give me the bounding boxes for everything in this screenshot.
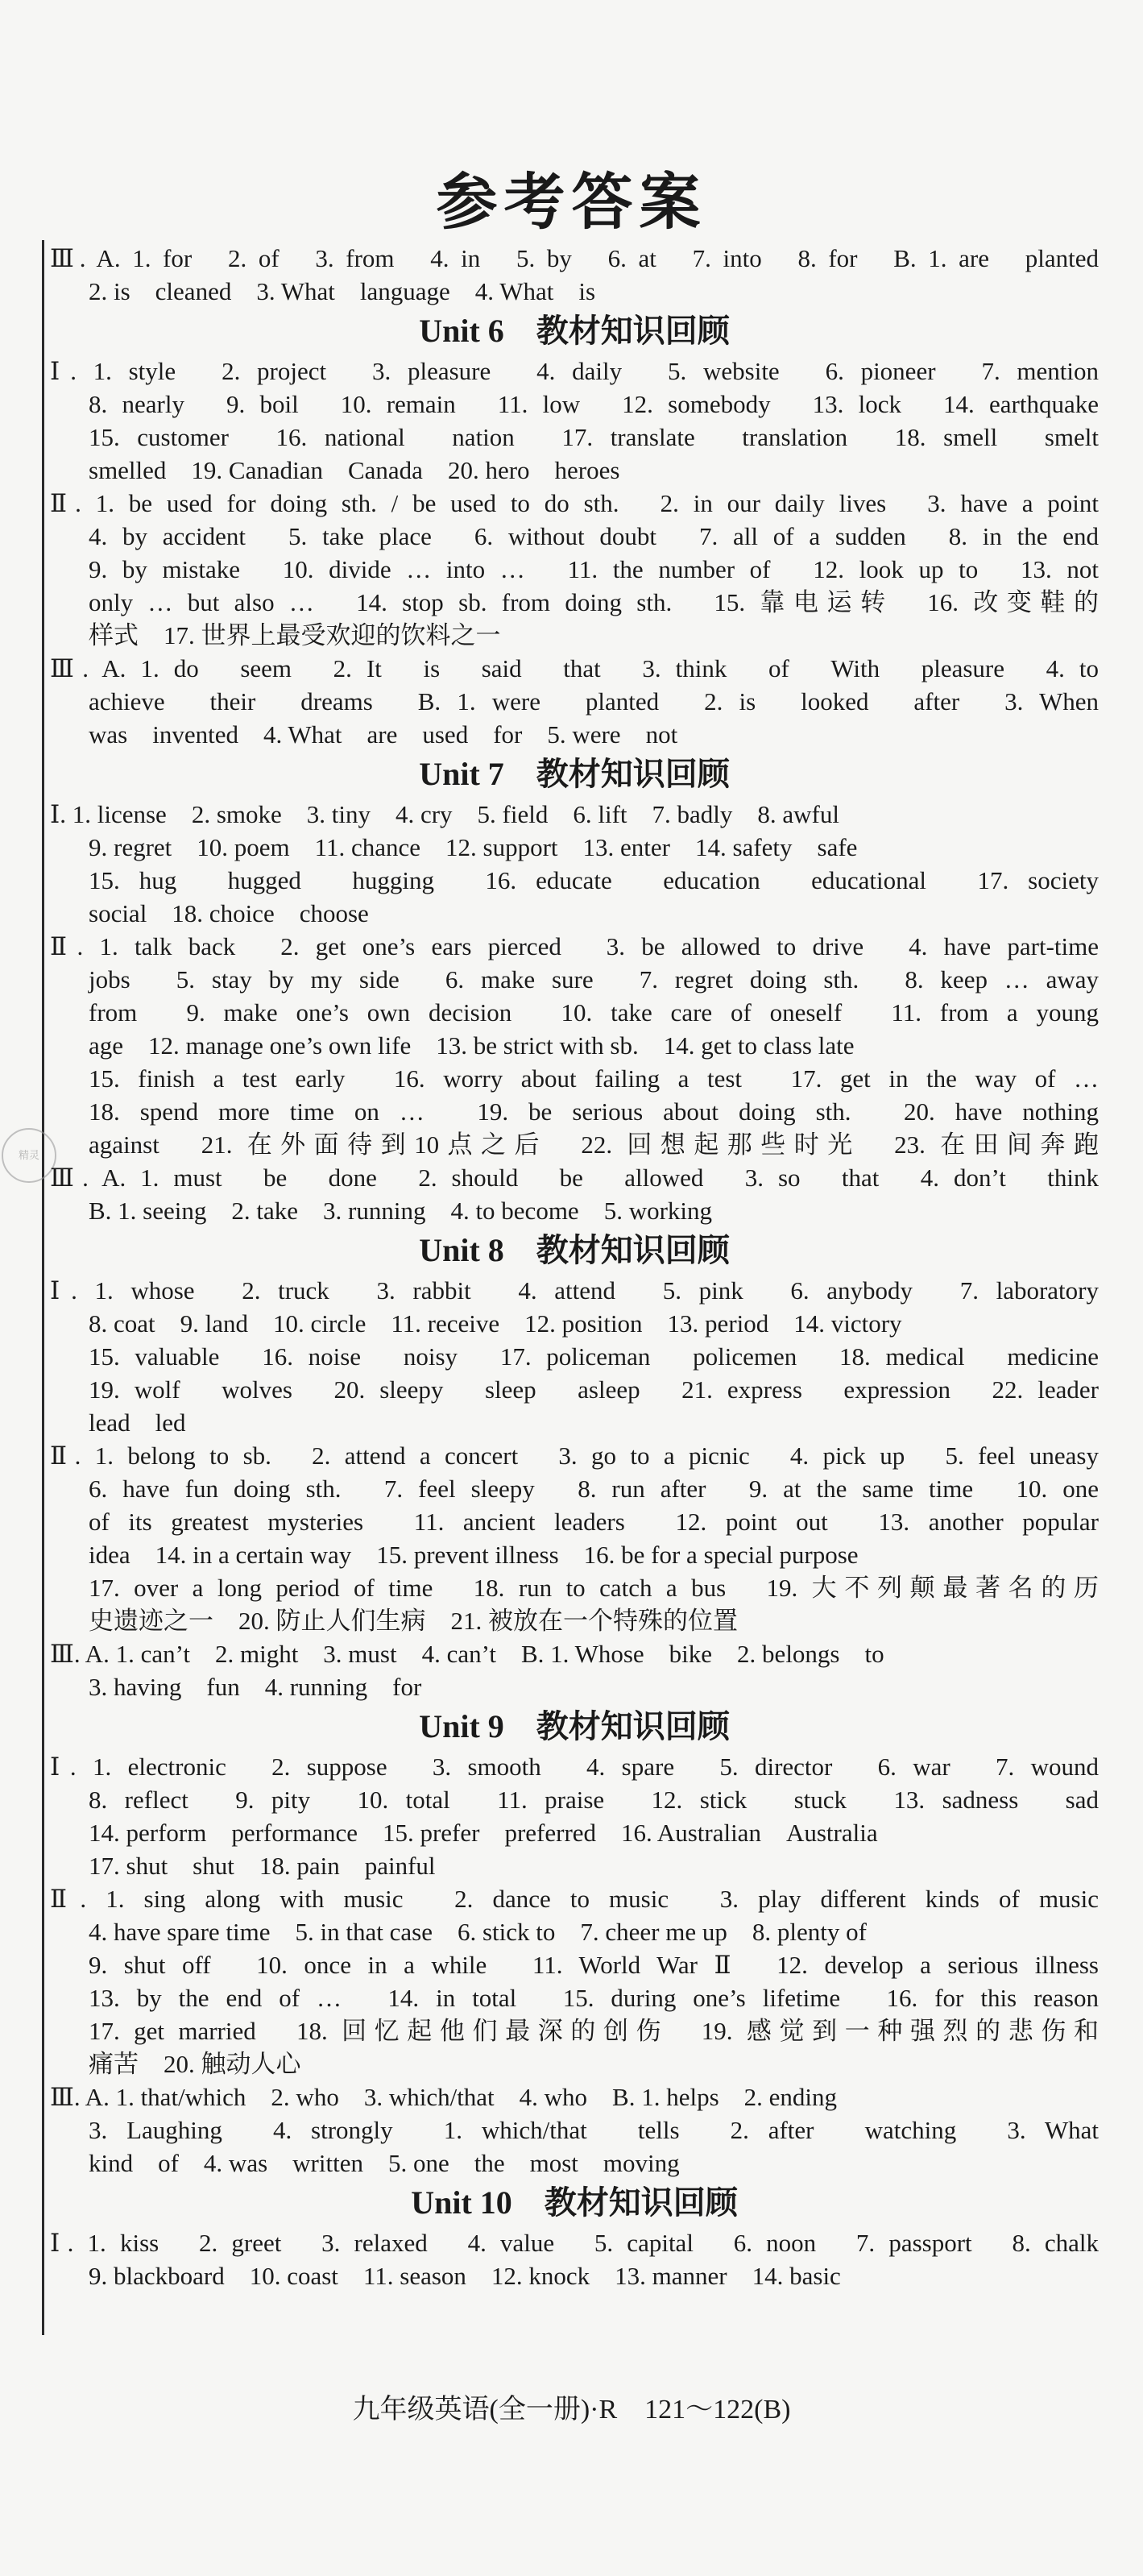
answer-line: 6. have fun doing sth. 7. feel sleepy 8. run after 9. at the same time 10. one: [89, 1475, 1099, 1503]
answer-line: 3. having fun 4. running for: [89, 1673, 422, 1701]
answer-line: 4. by accident 5. take place 6. without doubt 7. all of a sudden 8. in the end: [89, 522, 1099, 550]
answer-line: 9. regret 10. poem 11. chance 12. support 13. enter 14. safety safe: [89, 833, 858, 861]
answer-line: age 12. manage one’s own life 13. be strict with sb. 14. get to class late: [89, 1031, 855, 1060]
answer-line: 8. nearly 9. boil 10. remain 11. low 12. somebody 13. lock 14. earthquake: [89, 390, 1099, 418]
answer-line: 17. shut shut 18. pain painful: [89, 1852, 436, 1880]
unit-heading: Unit 10 教材知识回顾: [411, 2184, 738, 2221]
answer-line: 痛苦 20. 触动人心: [89, 2050, 301, 2078]
answer-line: 2. is cleaned 3. What language 4. What is: [89, 277, 596, 305]
answer-line: smelled 19. Canadian Canada 20. hero heroes: [89, 456, 620, 484]
answer-line: against 21. 在外面待到10点之后 22. 回想起那些时光 23. 在田间奔跑: [89, 1130, 1099, 1159]
answer-line: Ⅰ. 1. style 2. project 3. pleasure 4. daily 5. website 6. pioneer 7. mention: [50, 357, 1099, 385]
unit-heading: Unit 6 教材知识回顾: [419, 313, 730, 349]
answer-line: jobs 5. stay by my side 6. make sure 7. regret doing sth. 8. keep … away: [89, 965, 1099, 993]
answer-line: from 9. make one’s own decision 10. take care of oneself 11. from a young: [89, 998, 1099, 1027]
answer-line: 14. perform performance 15. prefer preferred 16. Australian Australia: [89, 1819, 878, 1847]
answer-line: was invented 4. What are used for 5. were not: [89, 720, 678, 749]
answer-line: Ⅲ. A. 1. must be done 2. should be allowed 3. so that 4. don’t think: [50, 1164, 1099, 1192]
page-footer: 九年级英语(全一册)·R 121～122(B): [352, 2395, 791, 2425]
answer-line: kind of 4. was written 5. one the most moving: [89, 2149, 680, 2177]
answer-line: Ⅱ. 1. be used for doing sth. / be used to do sth. 2. in our daily lives 3. have a point: [50, 489, 1099, 517]
answer-line: Ⅱ. 1. talk back 2. get one’s ears pierced 3. be allowed to drive 4. have part-time: [50, 932, 1099, 960]
answer-line: Ⅰ. 1. kiss 2. greet 3. relaxed 4. value 5. capital 6. noon 7. passport 8. chalk: [50, 2229, 1099, 2257]
answer-line: lead led: [89, 1408, 186, 1437]
unit-heading: Unit 7 教材知识回顾: [419, 756, 730, 792]
watermark-stamp: 精灵: [2, 1128, 56, 1183]
answer-line: Ⅰ. 1. electronic 2. suppose 3. smooth 4. spare 5. director 6. war 7. wound: [50, 1753, 1099, 1781]
answer-line: Ⅲ. A. 1. can’t 2. might 3. must 4. can’t B. 1. Whose bike 2. belongs to: [50, 1640, 884, 1668]
answer-line: 17. get married 18. 回忆起他们最深的创伤 19. 感觉到一种强烈的悲伤和: [89, 2017, 1099, 2045]
answer-line: 15. hug hugged hugging 16. educate education educational 17. society: [89, 866, 1099, 894]
answer-line: 8. reflect 9. pity 10. total 11. praise 12. stick stuck 13. sadness sad: [89, 1786, 1099, 1814]
answer-line: of its greatest mysteries 11. ancient leaders 12. point out 13. another popular: [89, 1508, 1099, 1536]
answer-line: Ⅱ. 1. sing along with music 2. dance to music 3. play different kinds of music: [50, 1885, 1099, 1913]
answer-line: Ⅱ. 1. belong to sb. 2. attend a concert 3. go to a picnic 4. pick up 5. feel uneasy: [50, 1441, 1099, 1470]
unit-heading: Unit 9 教材知识回顾: [419, 1708, 730, 1744]
answer-line: Ⅲ. A. 1. for 2. of 3. from 4. in 5. by 6. at 7. into 8. for B. 1. are planted: [50, 244, 1099, 272]
answer-line: B. 1. seeing 2. take 3. running 4. to become 5. working: [89, 1197, 713, 1225]
margin-rule: [42, 240, 44, 2335]
answer-line: 15. finish a test early 16. worry about failing a test 17. get in the way of …: [89, 1064, 1099, 1093]
answer-line: 3. Laughing 4. strongly 1. which/that tells 2. after watching 3. What: [89, 2116, 1099, 2144]
answer-line: 15. customer 16. national nation 17. translate translation 18. smell smelt: [89, 423, 1099, 451]
answer-line: 9. blackboard 10. coast 11. season 12. knock 13. manner 14. basic: [89, 2262, 841, 2290]
answer-line: only … but also … 14. stop sb. from doing sth. 15. 靠电运转 16. 改变鞋的: [89, 588, 1099, 616]
answer-content: [50, 242, 1099, 2292]
unit-heading: Unit 8 教材知识回顾: [419, 1232, 730, 1268]
answer-line: 样式 17. 世界上最受欢迎的饮料之一: [89, 621, 501, 649]
answer-line: idea 14. in a certain way 15. prevent illness 16. be for a special purpose: [89, 1541, 859, 1569]
answer-line: Ⅲ. A. 1. that/which 2. who 3. which/that 4. who B. 1. helps 2. ending: [50, 2083, 838, 2111]
answer-line: Ⅰ. 1. license 2. smoke 3. tiny 4. cry 5. field 6. lift 7. badly 8. awful: [50, 800, 839, 828]
answer-line: 19. wolf wolves 20. sleepy sleep asleep 21. express expression 22. leader: [89, 1375, 1099, 1404]
answer-line: 8. coat 9. land 10. circle 11. receive 12. position 13. period 14. victory: [89, 1309, 902, 1338]
answer-line: 9. shut off 10. once in a while 11. World War Ⅱ 12. develop a serious illness: [89, 1951, 1099, 1979]
answer-line: 17. over a long period of time 18. run to catch a bus 19. 大不列颠最著名的历: [89, 1574, 1099, 1602]
answer-line: 史遗迹之一 20. 防止人们生病 21. 被放在一个特殊的位置: [89, 1607, 738, 1635]
answer-line: social 18. choice choose: [89, 899, 369, 927]
answer-line: 15. valuable 16. noise noisy 17. policeman policemen 18. medical medicine: [89, 1342, 1099, 1371]
answer-line: Ⅲ. A. 1. do seem 2. It is said that 3. think of With pleasure 4. to: [50, 654, 1099, 682]
answer-line: 18. spend more time on … 19. be serious about doing sth. 20. have nothing: [89, 1097, 1099, 1126]
page-title: 参考答案: [436, 166, 707, 238]
answer-line: 13. by the end of … 14. in total 15. during one’s lifetime 16. for this reason: [89, 1984, 1099, 2012]
answer-line: achieve their dreams B. 1. were planted 2. is looked after 3. When: [89, 687, 1099, 716]
answer-line: 4. have spare time 5. in that case 6. stick to 7. cheer me up 8. plenty of: [89, 1918, 867, 1946]
answer-line: Ⅰ. 1. whose 2. truck 3. rabbit 4. attend 5. pink 6. anybody 7. laboratory: [50, 1276, 1099, 1305]
answer-line: 9. by mistake 10. divide … into … 11. the number of 12. look up to 13. not: [89, 555, 1099, 583]
